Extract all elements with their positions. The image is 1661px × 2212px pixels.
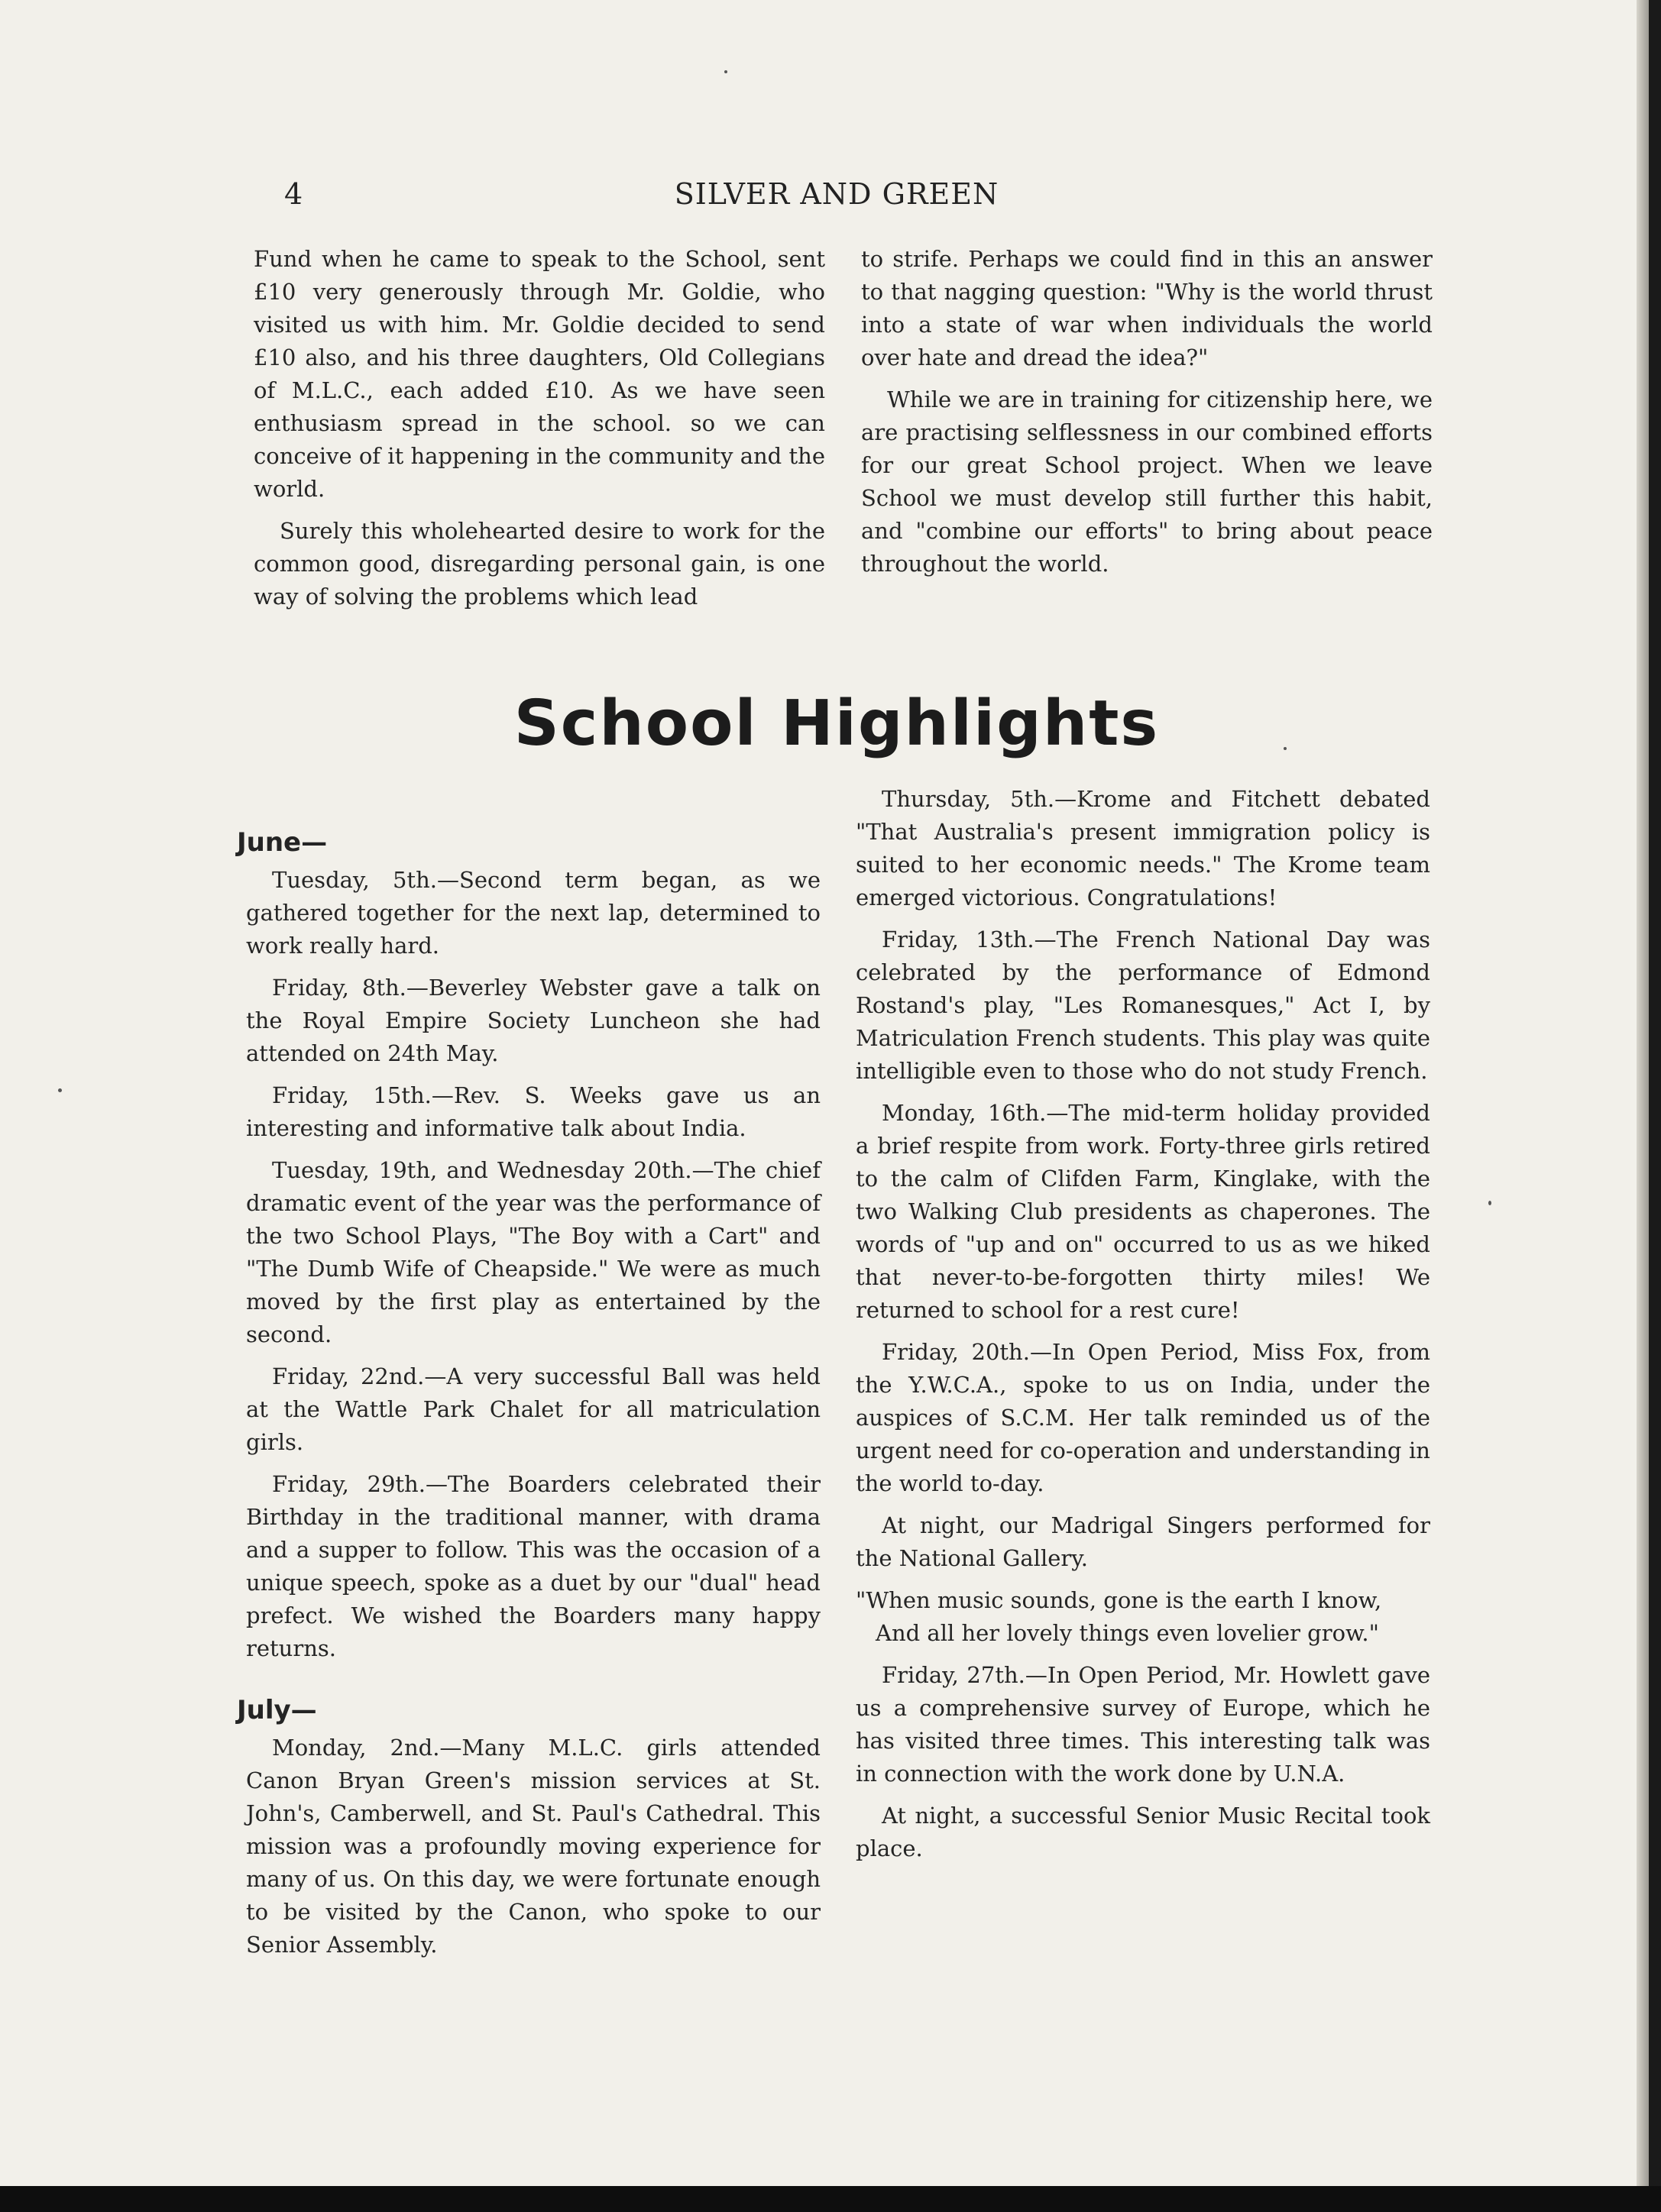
diary-entry: At night, our Madrigal Singers performed for the National Gallery.	[856, 1512, 1430, 1571]
diary-entry: Friday, 15th.—Rev. S. Weeks gave us an interesting and informative talk about India.	[246, 1082, 821, 1141]
diary-entry: Friday, 20th.—In Open Period, Miss Fox, from the Y.W.C.A., spoke to us on India, under the auspices of S.C.M. Her talk reminded us of the urgent need for co-operation and understanding in the world to-day.	[856, 1339, 1430, 1496]
verse-line: And all her lovely things even lovelier grow."	[876, 1620, 1379, 1646]
page-number: 4	[284, 177, 303, 211]
paragraph: Surely this wholehearted desire to work for the common good, disregarding personal gain, is one way of solving the problems which lead	[254, 518, 825, 610]
diary-entry: Thursday, 5th.—Krome and Fitchett debated "That Australia's present immigration policy is suited to her economic needs." The Krome team emerged victorious. Congratulations!	[856, 786, 1430, 910]
running-title: SILVER AND GREEN	[674, 177, 999, 211]
verse-line: "When music sounds, gone is the earth I know,	[856, 1587, 1382, 1613]
diary-entry: Friday, 13th.—The French National Day was celebrated by the performance of Edmond Rostand's play, "Les Romanesques," Act I, by Matriculation French students. This play was quite intelligible even to those who do not study French.	[856, 927, 1430, 1084]
diary-entry: At night, a successful Senior Music Recital took place.	[856, 1803, 1430, 1861]
diary-entry: Monday, 2nd.—Many M.L.C. girls attended Canon Bryan Green's mission services at St. John's, Camberwell, and St. Paul's Cathedral. This mission was a profoundly moving experience for many of us. On this day, we were fortunate enough to be visited by the Canon, who spoke to our Senior Assembly.	[246, 1735, 821, 1958]
diary-entry: Friday, 22nd.—A very successful Ball was held at the Wattle Park Chalet for all matriculation girls.	[246, 1363, 821, 1455]
section-title: School Highlights	[513, 687, 1160, 760]
page-edge	[1637, 0, 1649, 2186]
diary-entry: Friday, 27th.—In Open Period, Mr. Howlett gave us a comprehensive survey of Europe, which he has visited three times. This interesting talk was in connection with the work done by U.N.A.	[856, 1662, 1430, 1787]
paper-speck	[724, 70, 727, 73]
month-heading-june: June—	[237, 827, 328, 858]
scan-border	[0, 2186, 1661, 2212]
top-right-column	[861, 243, 1433, 590]
diary-entry: Monday, 16th.—The mid-term holiday provided a brief respite from work. Forty-three girls retired to the calm of Clifden Farm, Kinglake, with the two Walking Club presidents as chaperones. The words of "up and on" occurred to us as we hiked that never-to-be-forgotten thirty miles! We returned to school for a rest cure!	[856, 1100, 1430, 1323]
diary-entry: Tuesday, 5th.—Second term began, as we gathered together for the next lap, determined to work really hard.	[246, 867, 821, 959]
month-heading-july: July—	[237, 1695, 317, 1725]
paper-speck	[1488, 1201, 1491, 1205]
highlights-right-column	[856, 783, 1430, 1874]
paragraph: to strife. Perhaps we could find in this an answer to that nagging question: "Why is the world thrust into a state of war when individuals the world over hate and dread the idea?"	[861, 246, 1433, 370]
verse-quote	[856, 1584, 1430, 1650]
paragraph: Fund when he came to speak to the School, sent £10 very generously through Mr. Goldie, who visited us with him. Mr. Goldie decided to send £10 also, and his three daughters, Old Collegians of M.L.C., each added £10. As we have seen enthusiasm spread in the school. so we can conceive of it happening in the community and the world.	[254, 246, 825, 502]
diary-entry: Friday, 8th.—Beverley Webster gave a talk on the Royal Empire Society Luncheon she had attended on 24th May.	[246, 975, 821, 1066]
diary-entry: Friday, 29th.—The Boarders celebrated their Birthday in the traditional manner, with drama and a supper to follow. This was the occasion of a unique speech, spoke as a duet by our "dual" head prefect. We wished the Boarders many happy returns.	[246, 1471, 821, 1661]
page-header	[252, 177, 1421, 223]
diary-entry: Tuesday, 19th, and Wednesday 20th.—The chief dramatic event of the year was the performance of the two School Plays, "The Boy with a Cart" and "The Dumb Wife of Cheapside." We were as much moved by the first play as entertained by the second.	[246, 1157, 821, 1347]
paragraph: While we are in training for citizenship here, we are practising selflessness in our combined efforts for our great School project. When we leave School we must develop still further this habit, and "combine our efforts" to bring about peace throughout the world.	[861, 386, 1433, 577]
top-left-column	[254, 243, 825, 623]
highlights-left-column	[237, 826, 821, 1971]
paper-speck	[1284, 747, 1287, 750]
paper-speck	[58, 1088, 62, 1092]
